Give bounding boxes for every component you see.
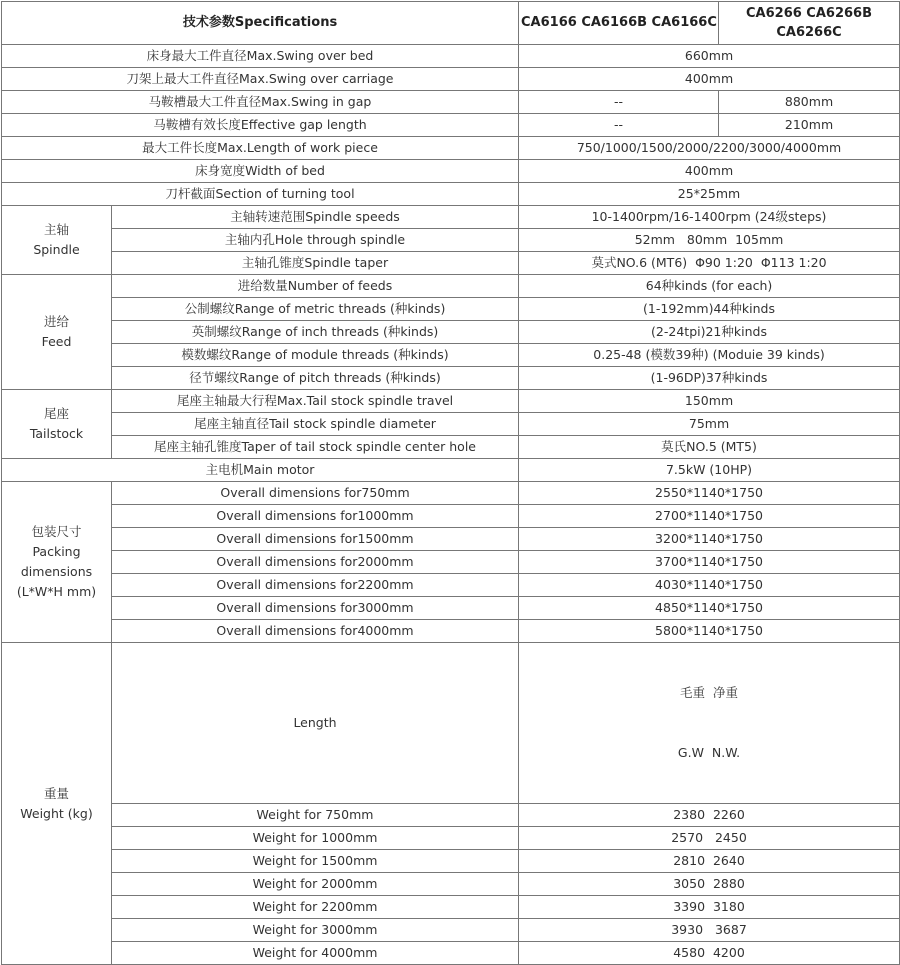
group-label-cn: 包装尺寸 [31,524,82,539]
weight-header-en: G.W N.W. [677,745,741,760]
group-label-cn: 进给 [43,314,69,329]
row-value: 4580 4200 [519,942,900,965]
row-label: 主电机Main motor [2,459,519,482]
row-value: 750/1000/1500/2000/2200/3000/4000mm [519,137,900,160]
row-label: Overall dimensions for1000mm [112,505,519,528]
row-value: 52mm 80mm 105mm [519,229,900,252]
row-label: Weight for 3000mm [112,919,519,942]
row-label: 马鞍槽最大工件直径Max.Swing in gap [2,91,519,114]
table-row [2,850,900,873]
table-row [2,275,900,298]
row-value: 5800*1140*1750 [519,620,900,643]
table-row [2,344,900,367]
row-value: 660mm [519,45,900,68]
row-value: 2550*1140*1750 [519,482,900,505]
spec-header: 技术参数Specifications [2,2,519,45]
row-value: 4850*1140*1750 [519,597,900,620]
row-label: 公制螺纹Range of metric threads (种kinds) [112,298,519,321]
row-value: 75mm [519,413,900,436]
table-row [2,827,900,850]
table-row [2,597,900,620]
table-row [2,482,900,505]
model-b-header: CA6266 CA6266B CA6266C [719,2,900,45]
row-label: 进给数量Number of feeds [112,275,519,298]
group-label-en: Feed [41,334,72,349]
row-label: 最大工件长度Max.Length of work piece [2,137,519,160]
row-value: 0.25-48 (模数39种) (Moduie 39 kinds) [519,344,900,367]
table-row [2,252,900,275]
row-label: Weight for 750mm [112,804,519,827]
row-label: 尾座主轴直径Tail stock spindle diameter [112,413,519,436]
row-label: 主轴孔锥度Spindle taper [112,252,519,275]
table-row [2,390,900,413]
row-value: 10-1400rpm/16-1400rpm (24级steps) [519,206,900,229]
table-row [2,183,900,206]
table-row [2,91,900,114]
table-row [2,68,900,91]
row-value: 2570 2450 [519,827,900,850]
row-label: 马鞍槽有效长度Effective gap length [2,114,519,137]
header-row [2,2,900,45]
table-row [2,643,900,804]
row-label: Weight for 1500mm [112,850,519,873]
weight-header-cn: 毛重 净重 [680,685,738,700]
table-row [2,919,900,942]
table-row [2,137,900,160]
table-row [2,367,900,390]
row-label: Weight for 2200mm [112,896,519,919]
table-row [2,413,900,436]
row-label: 尾座主轴最大行程Max.Tail stock spindle travel [112,390,519,413]
table-row [2,528,900,551]
row-value-a: -- [519,114,719,137]
group-tailstock [2,390,112,459]
row-value: 64种kinds (for each) [519,275,900,298]
row-value-a: -- [519,91,719,114]
row-label: Overall dimensions for1500mm [112,528,519,551]
row-label: 主轴转速范围Spindle speeds [112,206,519,229]
row-value: 2380 2260 [519,804,900,827]
table-row [2,436,900,459]
row-value: (1-192mm)44种kinds [519,298,900,321]
row-label: 床身最大工件直径Max.Swing over bed [2,45,519,68]
row-label: 主轴内孔Hole through spindle [112,229,519,252]
row-value: 莫氏NO.5 (MT5) [519,436,900,459]
table-row [2,298,900,321]
table-row [2,551,900,574]
row-value-b: 210mm [719,114,900,137]
group-packing [2,482,112,643]
table-row [2,229,900,252]
group-label-cn: 尾座 [43,406,69,421]
group-weight [2,643,112,965]
row-value: 25*25mm [519,183,900,206]
model-a-header: CA6166 CA6166B CA6166C [519,2,719,45]
group-label-cn: 主轴 [43,222,69,237]
group-label-cn: 重量 [43,785,69,801]
table-row [2,620,900,643]
row-value: 3930 3687 [519,919,900,942]
table-row [2,942,900,965]
table-row [2,804,900,827]
table-row [2,160,900,183]
row-label: 模数螺纹Range of module threads (种kinds) [112,344,519,367]
group-label-en: dimensions [20,564,93,579]
group-feed [2,275,112,390]
row-value: 2810 2640 [519,850,900,873]
row-label: 床身宽度Width of bed [2,160,519,183]
row-value: 400mm [519,160,900,183]
table-row [2,459,900,482]
row-label: 尾座主轴孔锥度Taper of tail stock spindle center hole [112,436,519,459]
row-label: Overall dimensions for750mm [112,482,519,505]
row-label: 刀杆截面Section of turning tool [2,183,519,206]
row-label: Overall dimensions for3000mm [112,597,519,620]
table-row [2,321,900,344]
row-value-b: 880mm [719,91,900,114]
row-value: 3050 2880 [519,873,900,896]
group-label-en: Tailstock [29,426,84,441]
row-label: 英制螺纹Range of inch threads (种kinds) [112,321,519,344]
length-header: Length [112,643,519,804]
row-value: 3700*1140*1750 [519,551,900,574]
row-label: Overall dimensions for2000mm [112,551,519,574]
table-row [2,873,900,896]
row-value: (2-24tpi)21种kinds [519,321,900,344]
row-label: Overall dimensions for2200mm [112,574,519,597]
row-label: Weight for 4000mm [112,942,519,965]
row-value: 莫式NO.6 (MT6) Φ90 1:20 Φ113 1:20 [519,252,900,275]
group-label-en: (L*W*H mm) [16,584,97,599]
row-label: Overall dimensions for4000mm [112,620,519,643]
group-label-en: Weight (kg) [20,805,93,821]
table-row [2,505,900,528]
table-row [2,896,900,919]
row-value: 150mm [519,390,900,413]
row-value: 2700*1140*1750 [519,505,900,528]
weight-column-header [519,643,900,804]
group-spindle [2,206,112,275]
spec-table [1,1,900,965]
table-row [2,114,900,137]
row-label: Weight for 2000mm [112,873,519,896]
group-label-en: Spindle [33,242,80,257]
table-row [2,574,900,597]
row-value: 400mm [519,68,900,91]
row-value: 7.5kW (10HP) [519,459,900,482]
row-value: (1-96DP)37种kinds [519,367,900,390]
table-row [2,45,900,68]
group-label-en: Packing [32,544,81,559]
row-value: 4030*1140*1750 [519,574,900,597]
table-row [2,206,900,229]
row-value: 3390 3180 [519,896,900,919]
row-value: 3200*1140*1750 [519,528,900,551]
row-label: 刀架上最大工件直径Max.Swing over carriage [2,68,519,91]
row-label: 径节螺纹Range of pitch threads (种kinds) [112,367,519,390]
row-label: Weight for 1000mm [112,827,519,850]
